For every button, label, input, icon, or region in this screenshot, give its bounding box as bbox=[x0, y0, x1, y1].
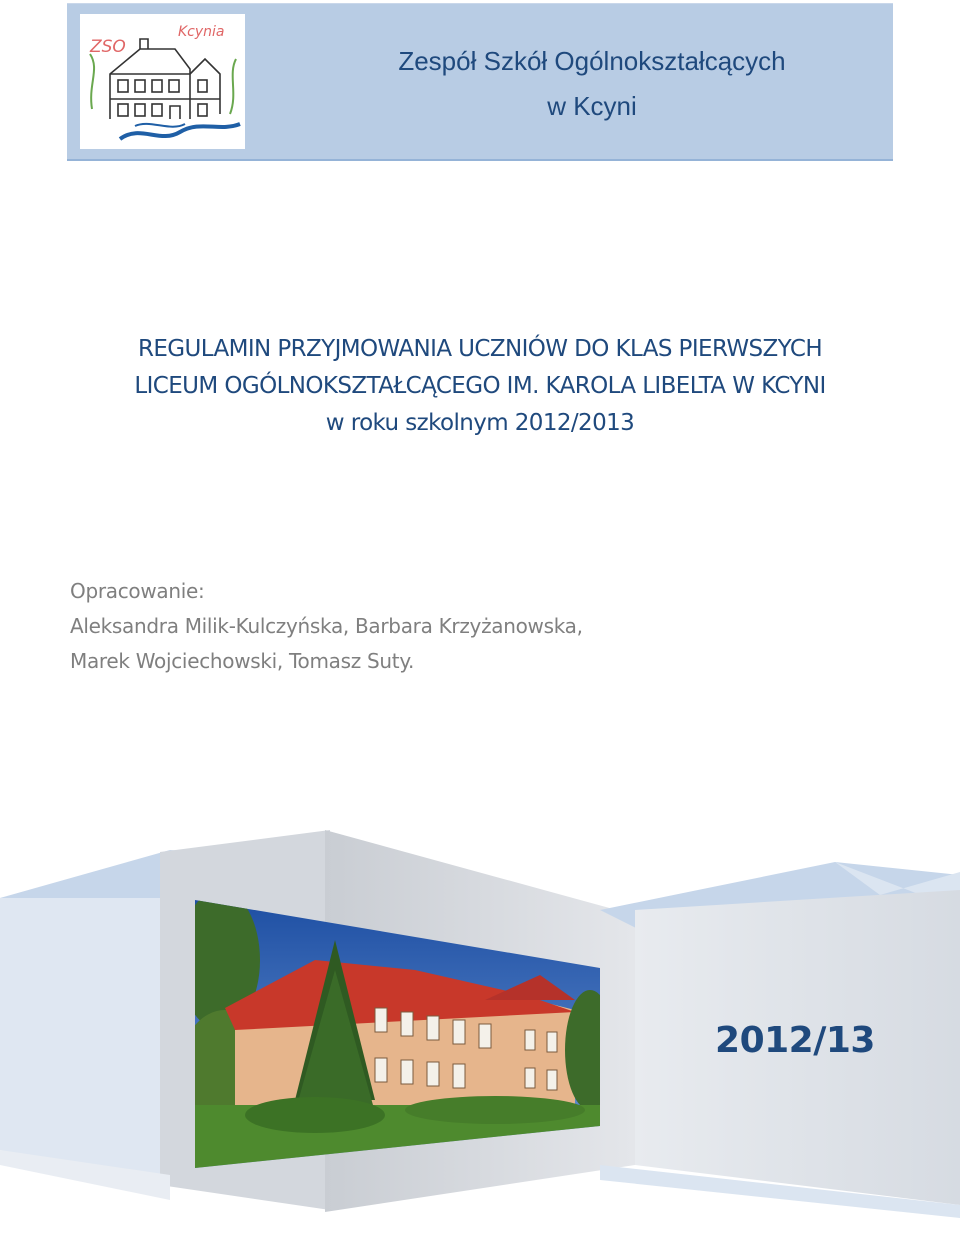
school-name-line2: w Kcyni bbox=[547, 91, 637, 121]
authors-line1: Aleksandra Milik-Kulczyńska, Barbara Krzyżanowska, bbox=[70, 614, 583, 638]
school-name-line1: Zespół Szkół Ogólnokształcących bbox=[398, 46, 786, 76]
document-title bbox=[60, 331, 900, 442]
authors-block bbox=[70, 574, 583, 679]
year-label: 2012/13 bbox=[715, 1020, 875, 1061]
school-logo bbox=[80, 14, 245, 149]
school-name bbox=[297, 39, 887, 129]
authors-line2: Marek Wojciechowski, Tomasz Suty. bbox=[70, 649, 415, 673]
logo-text-left: ZSO bbox=[90, 37, 126, 57]
school-building-logo-icon bbox=[80, 14, 245, 149]
title-line3: w roku szkolnym 2012/2013 bbox=[325, 410, 635, 436]
school-photo bbox=[195, 900, 600, 1168]
logo-text-right: Kcynia bbox=[178, 24, 225, 40]
header-box bbox=[67, 3, 893, 161]
authors-label: Opracowanie: bbox=[70, 579, 205, 603]
title-line1: REGULAMIN PRZYJMOWANIA UCZNIÓW DO KLAS PIERWSZYCH bbox=[137, 336, 823, 362]
title-line2: LICEUM OGÓLNOKSZTAŁCĄCEGO IM. KAROLA LIBELTA W KCYNI bbox=[134, 373, 826, 399]
school-building-photo-icon bbox=[195, 900, 600, 1168]
